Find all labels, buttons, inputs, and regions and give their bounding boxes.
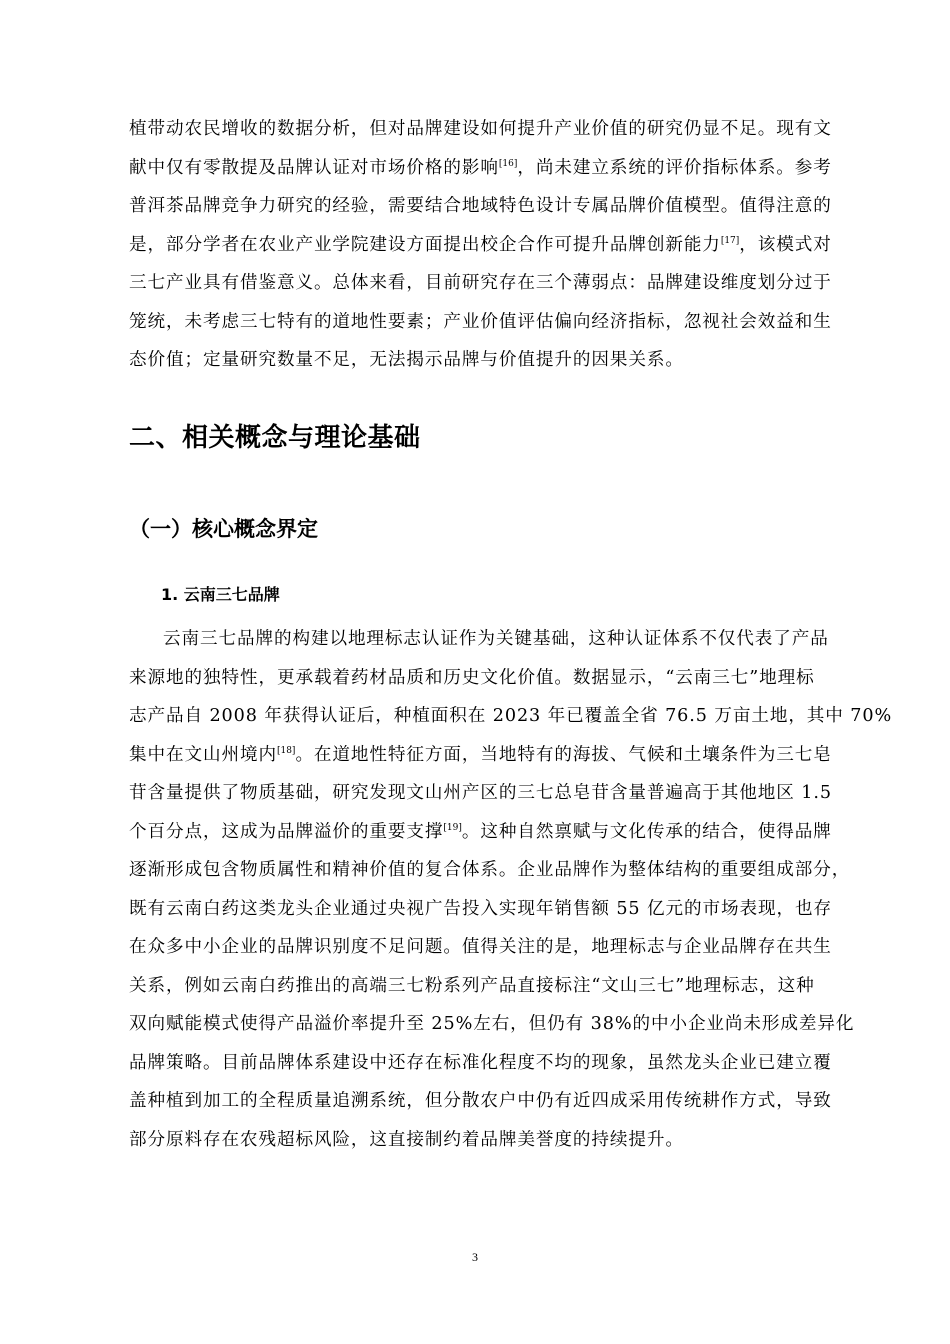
citation-reference: [18]	[276, 745, 296, 756]
line-text: 普洱茶品牌竞争力研究的经验，需要结合地域特色设计专属品牌价值模型。值得注意的	[129, 196, 832, 216]
text-line	[129, 736, 832, 775]
intro-paragraph-text	[129, 110, 832, 380]
text-line	[129, 774, 832, 813]
line-text: 是，部分学者在农业产业学院建设方面提出校企合作可提升品牌创新能力	[129, 234, 721, 255]
text-line	[129, 226, 832, 265]
text-line	[129, 303, 832, 342]
line-text: 三七产业具有借鉴意义。总体来看，目前研究存在三个薄弱点：品牌建设维度划分过于	[129, 273, 832, 293]
brand-paragraph-text	[129, 620, 893, 1159]
text-line	[129, 1082, 832, 1121]
line-text: 来源地的独特性，更承载着药材品质和历史文化价值。数据显示，“云南三七”地理标	[129, 667, 815, 688]
section-heading: 二、相关概念与理论基础	[129, 423, 421, 453]
line-text-continued: 。这种自然禀赋与文化传承的结合，使得品牌	[461, 821, 832, 842]
line-text: 在众多中小企业的品牌识别度不足问题。值得关注的是，地理标志与企业品牌存在共生	[129, 937, 832, 957]
intro-paragraph	[129, 110, 832, 380]
line-text: 集中在文山州境内	[129, 744, 277, 765]
text-line	[129, 110, 832, 149]
text-line	[129, 264, 832, 303]
line-text: 志产品自 2008 年获得认证后，种植面积在 2023 年已覆盖全省 76.5 万亩土地，其中 70%	[129, 706, 893, 726]
citation-reference: [16]	[498, 158, 518, 169]
line-text: 苷含量提供了物质基础，研究发现文山州产区的三七总皂苷含量普遍高于其他地区 1.5	[129, 783, 832, 803]
line-text: 盖种植到加工的全程质量追溯系统，但分散农户中仍有近四成采用传统耕作方式，导致	[129, 1091, 832, 1111]
line-text: 关系，例如云南白药推出的高端三七粉系列产品直接标注“文山三七”地理标志，这种	[129, 975, 815, 996]
text-line	[129, 187, 832, 226]
text-line	[129, 1044, 832, 1083]
text-line	[129, 813, 832, 852]
brand-paragraph	[129, 620, 893, 1159]
line-text-continued: ，尚未建立系统的评价指标体系。参考	[517, 157, 832, 178]
text-line	[129, 149, 832, 188]
line-text: 部分原料存在农残超标风险，这直接制约着品牌美誉度的持续提升。	[129, 1129, 684, 1150]
line-text: 笼统，未考虑三七特有的道地性要素；产业价值评估偏向经济指标，忽视社会效益和生	[129, 311, 832, 332]
text-line	[129, 928, 832, 967]
line-text: 云南三七品牌的构建以地理标志认证作为关键基础，这种认证体系不仅代表了产品	[163, 629, 829, 649]
line-text: 既有云南白药这类龙头企业通过央视广告投入实现年销售额 55 亿元的市场表现，也存	[129, 898, 832, 919]
text-line	[129, 851, 851, 890]
page-number: 3	[472, 1250, 478, 1264]
line-text: 献中仅有零散提及品牌认证对市场价格的影响	[129, 157, 499, 178]
text-line	[129, 659, 829, 698]
line-text: 态价值；定量研究数量不足，无法揭示品牌与价值提升的因果关系。	[129, 350, 684, 370]
text-line	[129, 341, 829, 380]
line-text: 双向赋能模式使得产品溢价率提升至 25%左右，但仍有 38%的中小企业尚未形成差异化	[129, 1014, 855, 1034]
line-text: 逐渐形成包含物质属性和精神价值的复合体系。企业品牌作为整体结构的重要组成部分，	[129, 860, 851, 880]
text-line	[129, 1005, 855, 1044]
line-text-continued: 。在道地性特征方面，当地特有的海拔、气候和土壤条件为三七皂	[295, 744, 832, 765]
text-line	[129, 697, 893, 736]
citation-reference: [17]	[720, 235, 740, 246]
line-text: 品牌策略。目前品牌体系建设中还存在标准化程度不均的现象，虽然龙头企业已建立覆	[129, 1052, 832, 1073]
text-line	[129, 967, 829, 1006]
line-text-continued: ，该模式对	[739, 234, 832, 255]
text-line	[129, 890, 832, 929]
line-text: 个百分点，这成为品牌溢价的重要支撑	[129, 821, 444, 842]
citation-reference: [19]	[443, 822, 462, 833]
text-line	[129, 1121, 829, 1160]
text-line	[129, 620, 829, 659]
subsection-heading: （一）核心概念界定	[129, 517, 318, 541]
line-text: 植带动农民增收的数据分析，但对品牌建设如何提升产业价值的研究仍显不足。现有文	[129, 119, 832, 139]
subsubsection-heading: 1. 云南三七品牌	[161, 585, 280, 604]
